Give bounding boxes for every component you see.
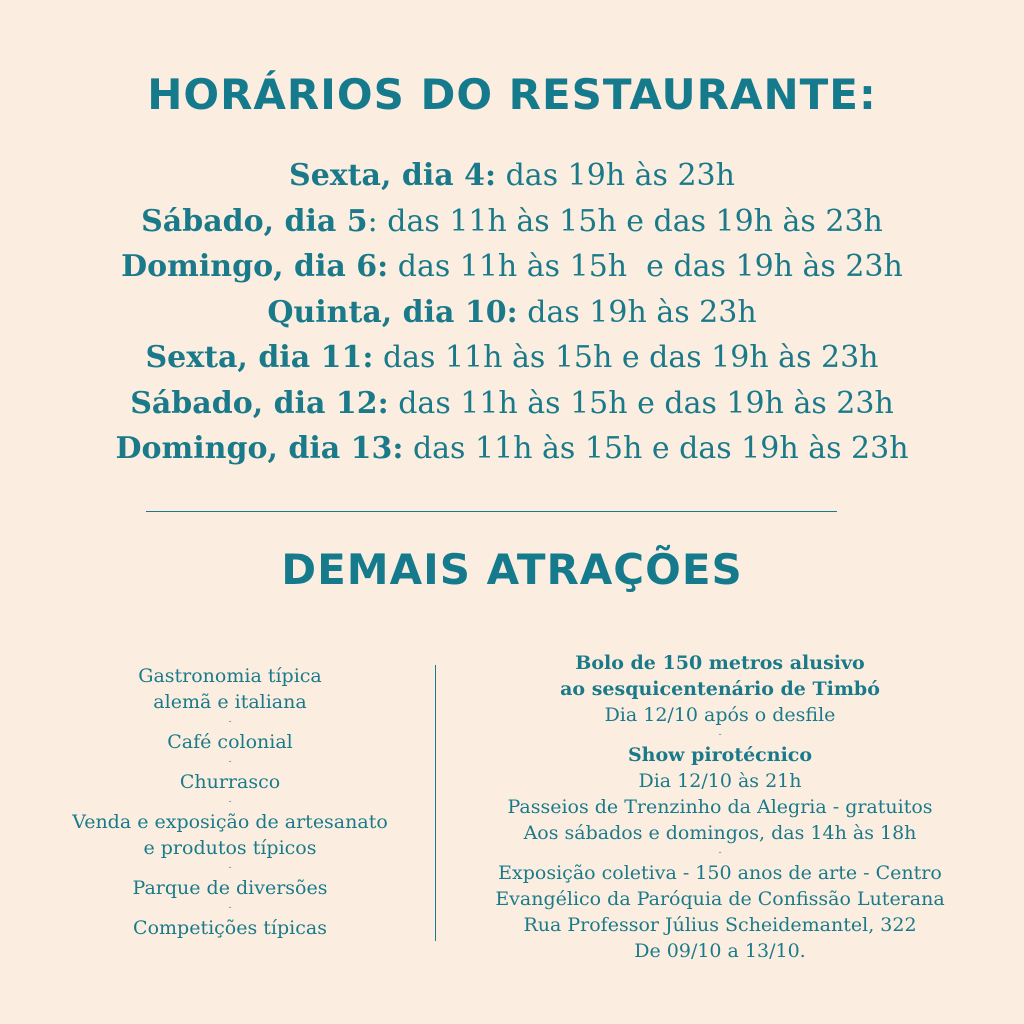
attraction-line: e produtos típicos: [143, 837, 317, 859]
attraction-line: Parque de diversões: [132, 877, 328, 899]
hours-time: das 11h às 15h e das 19h às 23h: [403, 431, 909, 466]
attraction-line: De 09/10 a 13/10.: [634, 940, 806, 962]
attraction-line: Rua Professor Július Scheidemantel, 322: [523, 914, 917, 936]
attractions-left-list: [30, 663, 430, 941]
hours-row: [0, 244, 1024, 290]
attraction-line: Evangélico da Paróquia de Confissão Luterana: [495, 888, 945, 910]
hours-day: Sábado, dia 12:: [130, 385, 389, 421]
attraction-line: Exposição coletiva - 150 anos de arte - Centro: [498, 862, 942, 884]
attraction-line: Passeios de Trenzinho da Alegria - gratuitos: [507, 796, 933, 818]
attraction-line: Aos sábados e domingos, das 14h às 18h: [523, 822, 917, 844]
column-divider: [435, 665, 436, 941]
attraction-line: Dia 12/10 às 21h: [638, 770, 802, 792]
item-separator: -: [718, 848, 722, 858]
hours-time: das 19h às 23h: [496, 158, 735, 193]
attraction-heading: ao sesquicentenário de Timbó: [560, 678, 880, 700]
attractions-right-list: [445, 650, 995, 964]
item-separator: -: [228, 717, 232, 727]
item-separator: -: [228, 903, 232, 913]
hours-day: Domingo, dia 13:: [115, 431, 404, 466]
item-separator: -: [228, 757, 232, 767]
hours-row: [0, 381, 1024, 427]
attraction-line: Competições típicas: [133, 917, 327, 939]
hours-row: [0, 290, 1024, 336]
attraction-line: alemã e italiana: [153, 691, 307, 713]
hours-day: Sexta, dia 4:: [289, 158, 497, 193]
hours-time: das 11h às 15h e das 19h às 23h: [373, 340, 879, 375]
restaurant-hours-title: HORÁRIOS DO RESTAURANTE:: [147, 70, 877, 119]
hours-day: Quinta, dia 10:: [267, 294, 518, 330]
attraction-line: Dia 12/10 após o desfile: [604, 704, 836, 726]
hours-day: Sexta, dia 11:: [145, 340, 374, 375]
hours-day: Domingo, dia 6:: [121, 249, 389, 284]
attraction-heading: Bolo de 150 metros alusivo: [575, 652, 865, 674]
attraction-line: Café colonial: [167, 731, 293, 753]
attractions-title: DEMAIS ATRAÇÕES: [281, 545, 743, 594]
section-divider: [146, 511, 837, 512]
hours-day: Sábado, dia 5: [141, 203, 368, 239]
hours-list: [0, 153, 1024, 472]
attraction-line: Venda e exposição de artesanato: [72, 811, 388, 833]
hours-row: [0, 335, 1024, 381]
hours-time: das 11h às 15h e das 19h às 23h: [388, 385, 894, 421]
attraction-heading: Show pirotécnico: [627, 744, 813, 766]
hours-row: [0, 426, 1024, 472]
item-separator: -: [228, 797, 232, 807]
hours-time: : das 11h às 15h e das 19h às 23h: [367, 203, 883, 239]
attraction-line: Gastronomia típica: [138, 665, 322, 687]
item-separator: -: [228, 863, 232, 873]
hours-time: das 19h às 23h: [517, 294, 757, 330]
item-separator: -: [718, 730, 722, 740]
attraction-line: Churrasco: [179, 771, 281, 793]
hours-time: das 11h às 15h e das 19h às 23h: [388, 249, 903, 284]
hours-row: [0, 153, 1024, 199]
hours-row: [0, 199, 1024, 245]
